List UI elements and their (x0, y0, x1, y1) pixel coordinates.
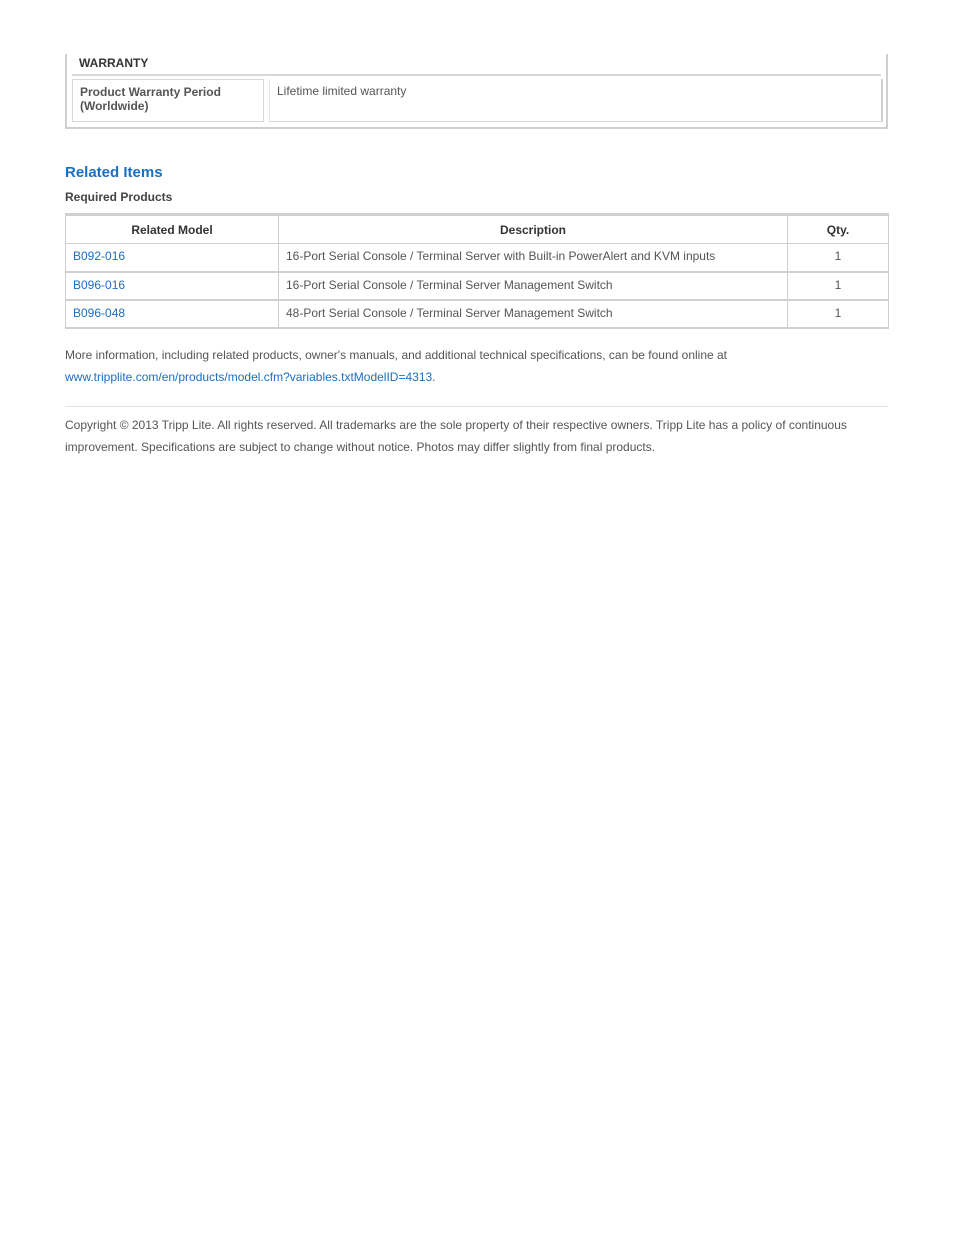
model-link[interactable]: B096-048 (66, 300, 279, 328)
required-products-title: Required Products (65, 190, 173, 204)
warranty-heading: WARRANTY (79, 56, 149, 70)
warranty-section (65, 54, 888, 129)
column-header-qty: Qty. (788, 215, 889, 244)
warranty-divider (72, 74, 881, 76)
product-url-link[interactable]: www.tripplite.com/en/products/model.cfm?variables.txtModelID=4313 (65, 370, 433, 384)
more-info-period: . (432, 370, 436, 384)
more-info-text: More information, including related products, owner's manuals, and additional technical specifications, can be found online at (65, 348, 728, 362)
footer-divider (65, 406, 888, 407)
related-products-table (65, 213, 889, 329)
column-header-model: Related Model (66, 215, 279, 244)
more-info-paragraph (65, 344, 888, 388)
document-page (65, 54, 888, 454)
table-row (66, 300, 889, 328)
warranty-value: Lifetime limited warranty (269, 79, 883, 122)
qty-cell: 1 (788, 300, 889, 328)
model-link[interactable]: B096-016 (66, 272, 279, 300)
column-header-description: Description (279, 215, 788, 244)
warranty-label-line2: (Worldwide) (80, 99, 149, 113)
table-header-row (66, 215, 889, 244)
description-cell: 16-Port Serial Console / Terminal Server Management Switch (279, 272, 788, 300)
warranty-label-line1: Product Warranty Period (80, 85, 221, 99)
model-link[interactable]: B092-016 (66, 244, 279, 272)
qty-cell: 1 (788, 272, 889, 300)
warranty-label (72, 79, 264, 122)
table-row (66, 244, 889, 272)
description-cell: 16-Port Serial Console / Terminal Server with Built-in PowerAlert and KVM inputs (279, 244, 788, 272)
table-row (66, 272, 889, 300)
copyright-text: Copyright © 2013 Tripp Lite. All rights reserved. All trademarks are the sole property of their respective owners. Tripp Lite has a policy of continuous improvement. Specifications are subject to change without notice. Photos may differ slightly from final products. (65, 418, 847, 454)
qty-cell: 1 (788, 244, 889, 272)
description-cell: 48-Port Serial Console / Terminal Server Management Switch (279, 300, 788, 328)
related-items-title: Related Items (65, 164, 163, 181)
